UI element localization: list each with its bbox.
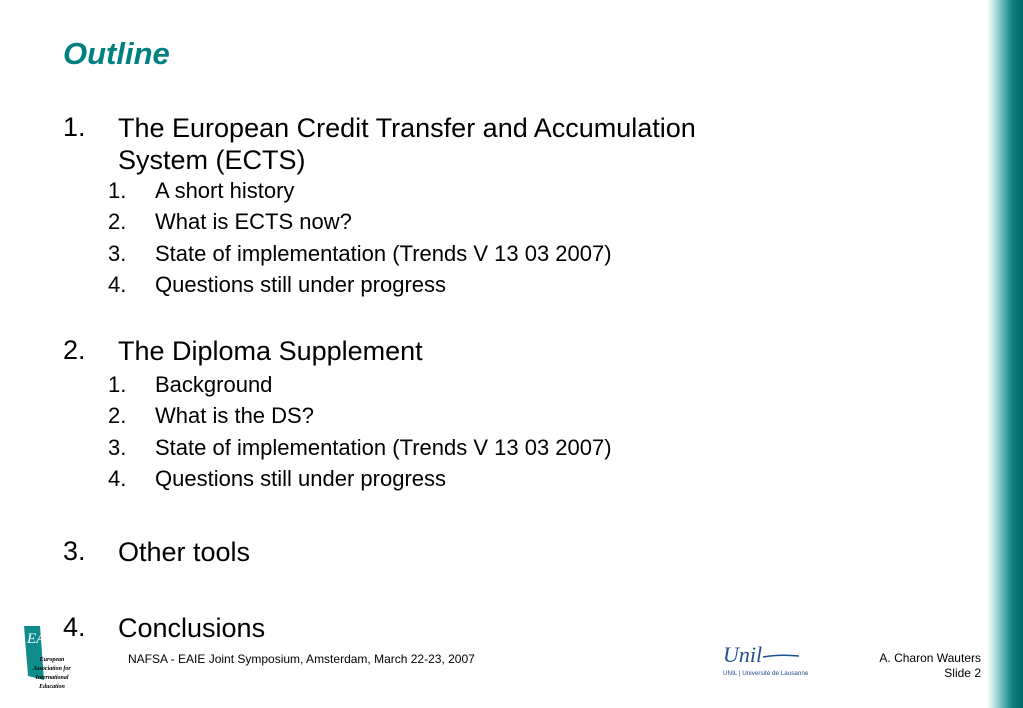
sub-item-text: A short history	[155, 178, 295, 203]
sub-item-text: Questions still under progress	[155, 272, 447, 297]
teal-side-bar	[987, 0, 1023, 708]
sub-item-number: 4.	[108, 466, 127, 491]
outline-item-title: Other tools	[118, 537, 251, 567]
eaie-logo-line: International	[35, 675, 69, 681]
sub-item-text: Questions still under progress	[155, 466, 447, 491]
unil-logo-script: Unil	[723, 642, 763, 667]
footer-author: A. Charon Wauters	[879, 651, 981, 665]
outline-item-number: 3.	[63, 536, 86, 566]
sub-item-number: 1.	[108, 178, 127, 203]
sub-item-number: 4.	[108, 272, 127, 297]
unil-logo-text: UNIL | Université de Lausanne	[723, 670, 809, 677]
sub-item-text: Background	[155, 372, 273, 397]
outline-item-title: The Diploma Supplement	[118, 336, 423, 366]
outline-item-title-line2: System (ECTS)	[118, 145, 306, 175]
outline-item-title: The European Credit Transfer and Accumulation	[118, 113, 696, 143]
slide-title: Outline	[63, 36, 170, 71]
eaie-logo-line: Education	[39, 684, 65, 690]
unil-logo	[721, 640, 821, 680]
eaie-logo	[16, 622, 88, 702]
sub-item-number: 2.	[108, 403, 127, 428]
outline-item-title: Conclusions	[118, 613, 266, 643]
eaie-logo-line: Association for	[33, 666, 71, 672]
sub-item-text: What is ECTS now?	[155, 209, 352, 234]
sub-item-number: 3.	[108, 241, 127, 266]
sub-item-number: 3.	[108, 435, 127, 460]
eaie-logo-line: European	[39, 657, 65, 663]
sub-item-text: State of implementation (Trends V 13 03 2007)	[155, 241, 612, 266]
sub-item-number: 2.	[108, 209, 127, 234]
outline-item-number: 2.	[63, 335, 86, 365]
sub-item-text: State of implementation (Trends V 13 03 2007)	[155, 435, 612, 460]
footer-event: NAFSA - EAIE Joint Symposium, Amsterdam, March 22-23, 2007	[128, 652, 475, 666]
footer-slide-number: Slide 2	[944, 666, 981, 680]
sub-item-number: 1.	[108, 372, 127, 397]
outline-item-number: 1.	[63, 112, 86, 142]
outline-item-number: 4.	[63, 612, 86, 642]
sub-item-text: What is the DS?	[155, 403, 314, 428]
eaie-logo-letters: EAIE	[27, 631, 60, 647]
